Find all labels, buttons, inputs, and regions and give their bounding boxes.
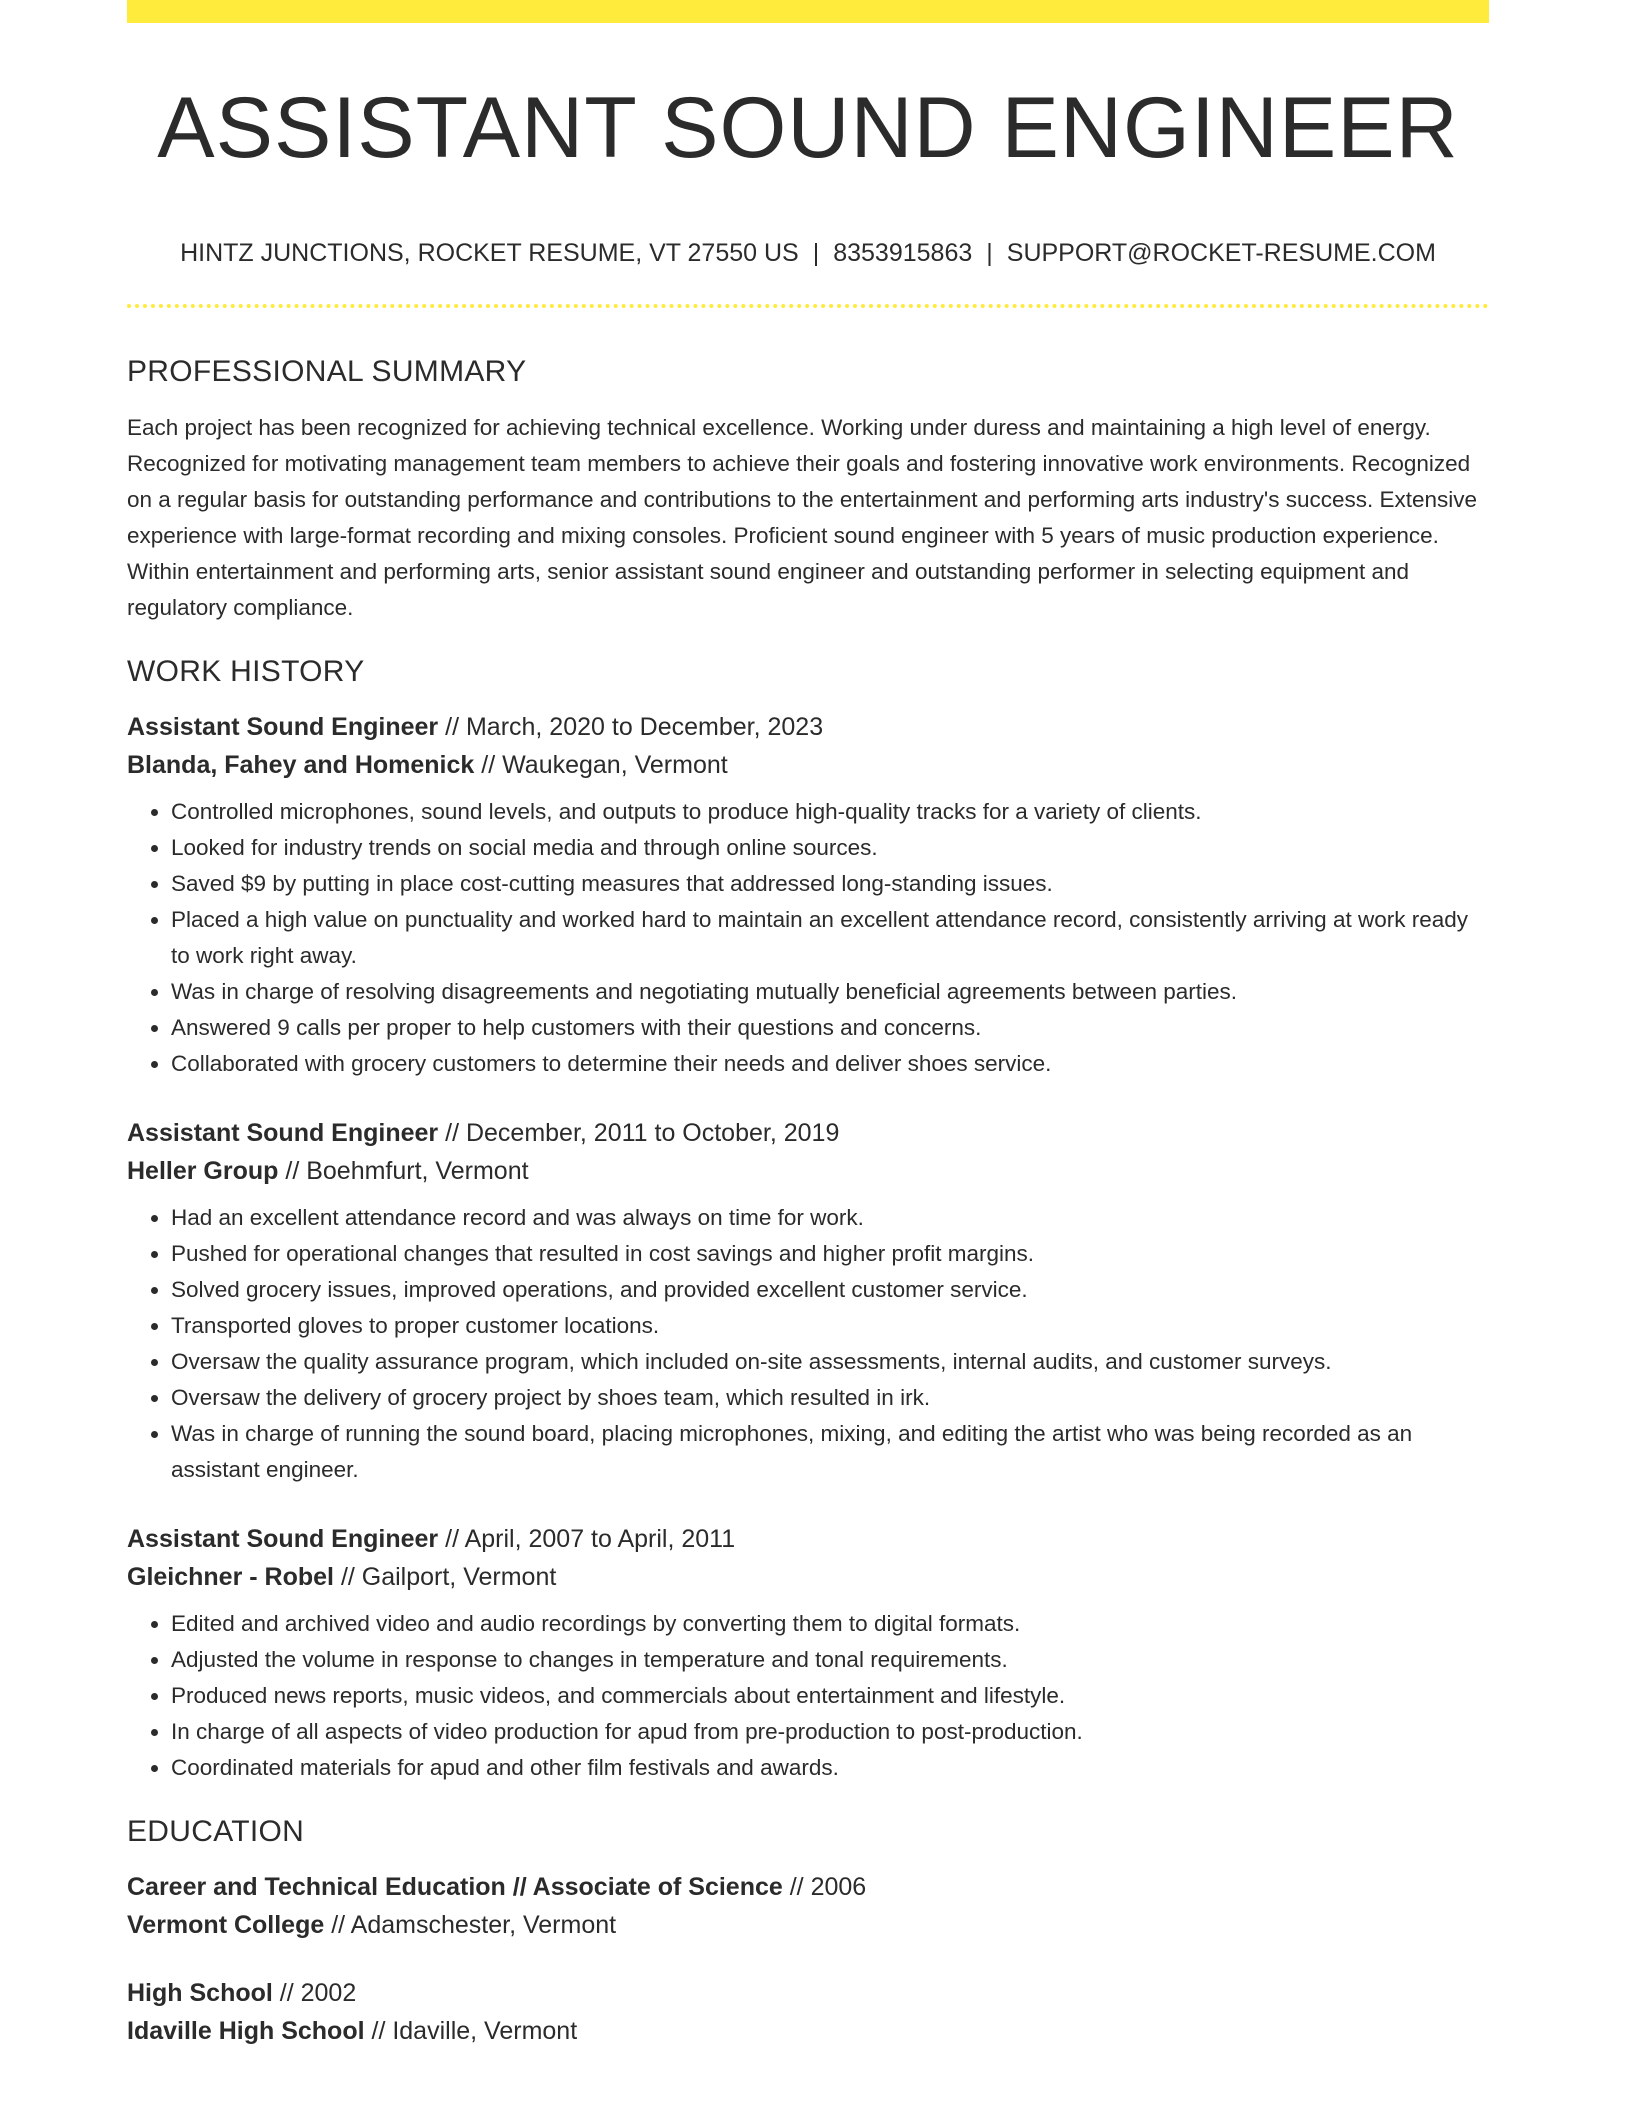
contact-separator: |	[812, 239, 820, 267]
accent-bar	[127, 0, 1489, 23]
list-item: • Pushed for operational changes that resulted in cost savings and higher profit margins.	[171, 1236, 1489, 1272]
degree-year: // 2006	[789, 1873, 867, 1901]
work-history-section	[127, 652, 1489, 1786]
list-item: • Had an excellent attendance record and was always on time for work.	[171, 1200, 1489, 1236]
job-company-line	[127, 746, 1489, 784]
summary-text: Each project has been recognized for achieving technical excellence. Working under duress and maintaining a high level of energy. Recognized for motivating management team members to achieve their goals and fostering innovative work environments. Recognized on a regular basis for outstanding performance and contributions to the entertainment and performing arts industry's success. Extensive experience with large-format recording and mixing consoles. Proficient sound engineer with 5 years of music production experience. Within entertainment and performing arts, senior assistant sound engineer and outstanding performer in selecting equipment and regulatory compliance.	[127, 415, 1478, 620]
job-entry	[127, 1520, 1489, 1786]
list-item: • Transported gloves to proper customer locations.	[171, 1308, 1489, 1344]
job-company-line	[127, 1558, 1489, 1596]
list-item: • Was in charge of resolving disagreements and negotiating mutually beneficial agreements between parties.	[171, 974, 1489, 1010]
job-bullets	[127, 1200, 1489, 1488]
list-item: • Produced news reports, music videos, and commercials about entertainment and lifestyle.	[171, 1678, 1489, 1714]
job-role-line	[127, 708, 1489, 746]
section-title-education: EDUCATION	[127, 1815, 305, 1848]
list-item: • Placed a high value on punctuality and worked hard to maintain an excellent attendance record, consistently arriving at work ready to work right away.	[171, 902, 1489, 974]
job-location: // Boehmfurt, Vermont	[285, 1157, 529, 1185]
dotted-divider	[127, 304, 1489, 308]
contact-address: HINTZ JUNCTIONS, ROCKET RESUME, VT 27550 US	[180, 239, 799, 267]
school-location: // Idaville, Vermont	[371, 2017, 578, 2045]
contact-line	[127, 236, 1489, 270]
degree-line	[127, 1868, 1489, 1906]
job-role-line	[127, 1520, 1489, 1558]
list-item: • Oversaw the delivery of grocery project by shoes team, which resulted in irk.	[171, 1380, 1489, 1416]
list-item: • Answered 9 calls per proper to help customers with their questions and concerns.	[171, 1010, 1489, 1046]
job-location: // Gailport, Vermont	[340, 1563, 557, 1591]
professional-summary-section	[127, 352, 1489, 626]
resume-content	[127, 352, 1489, 2050]
education-entry	[127, 1868, 1489, 1944]
list-item: • Solved grocery issues, improved operations, and provided excellent customer service.	[171, 1272, 1489, 1308]
resume-title: ASSISTANT SOUND ENGINEER	[157, 80, 1459, 176]
degree: High School	[127, 1979, 273, 2007]
list-item: • Controlled microphones, sound levels, and outputs to produce high-quality tracks for a variety of clients.	[171, 794, 1489, 830]
job-role: Assistant Sound Engineer	[127, 713, 439, 741]
job-role: Assistant Sound Engineer	[127, 1525, 439, 1553]
job-entry	[127, 708, 1489, 1082]
list-item: • Edited and archived video and audio recordings by converting them to digital formats.	[171, 1606, 1489, 1642]
school-line	[127, 2012, 1489, 2050]
degree-line	[127, 1974, 1489, 2012]
job-company: Heller Group	[127, 1157, 279, 1185]
education-entry	[127, 1974, 1489, 2050]
school-location: // Adamschester, Vermont	[331, 1911, 617, 1939]
list-item: • In charge of all aspects of video production for apud from pre-production to post-production.	[171, 1714, 1489, 1750]
job-dates: // March, 2020 to December, 2023	[445, 713, 824, 741]
job-location: // Waukegan, Vermont	[481, 751, 728, 779]
job-entry	[127, 1114, 1489, 1488]
contact-separator: |	[986, 239, 993, 267]
list-item: • Was in charge of running the sound board, placing microphones, mixing, and editing the artist who was being recorded as an assistant engineer.	[171, 1416, 1489, 1488]
job-company: Gleichner - Robel	[127, 1563, 334, 1591]
list-item: • Collaborated with grocery customers to determine their needs and deliver shoes service.	[171, 1046, 1489, 1082]
job-bullets	[127, 794, 1489, 1082]
list-item: • Looked for industry trends on social media and through online sources.	[171, 830, 1489, 866]
school: Idaville High School	[127, 2017, 365, 2045]
school-line	[127, 1906, 1489, 1944]
job-role-line	[127, 1114, 1489, 1152]
education-section	[127, 1812, 1489, 2050]
job-role: Assistant Sound Engineer	[127, 1119, 439, 1147]
list-item: • Adjusted the volume in response to changes in temperature and tonal requirements.	[171, 1642, 1489, 1678]
job-dates: // April, 2007 to April, 2011	[445, 1525, 736, 1553]
job-dates: // December, 2011 to October, 2019	[445, 1119, 840, 1147]
contact-phone[interactable]: 8353915863	[833, 239, 973, 267]
job-bullets	[127, 1606, 1489, 1786]
school: Vermont College	[127, 1911, 325, 1939]
section-title-summary: PROFESSIONAL SUMMARY	[127, 355, 527, 388]
job-company: Blanda, Fahey and Homenick	[127, 751, 475, 779]
list-item: • Saved $9 by putting in place cost-cutting measures that addressed long-standing issues.	[171, 866, 1489, 902]
list-item: • Oversaw the quality assurance program, which included on-site assessments, internal audits, and customer surveys.	[171, 1344, 1489, 1380]
degree-year: // 2002	[279, 1979, 357, 2007]
job-company-line	[127, 1152, 1489, 1190]
contact-email[interactable]: SUPPORT@ROCKET-RESUME.COM	[1006, 239, 1436, 267]
list-item: • Coordinated materials for apud and other film festivals and awards.	[171, 1750, 1489, 1786]
section-title-work: WORK HISTORY	[127, 655, 365, 688]
degree: Career and Technical Education // Associate of Science	[127, 1873, 783, 1901]
